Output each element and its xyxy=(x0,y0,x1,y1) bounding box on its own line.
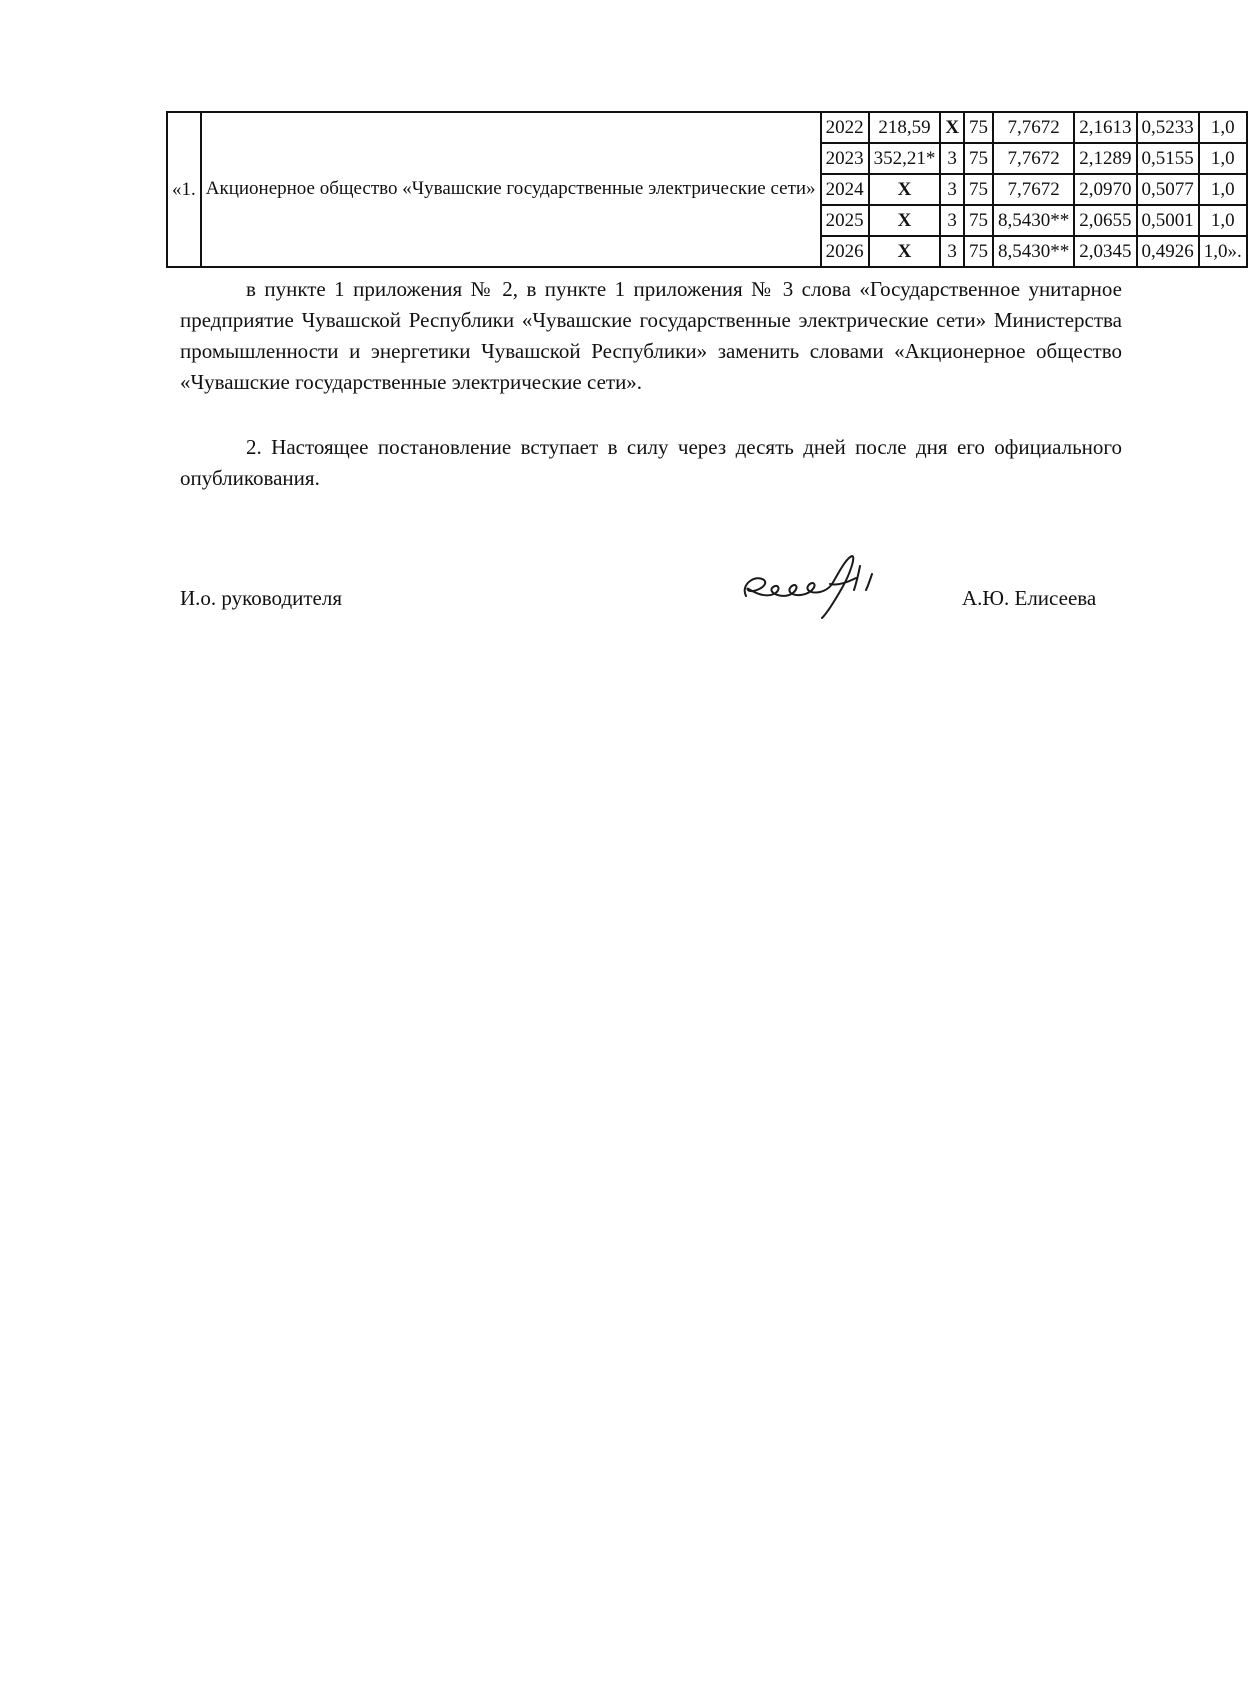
value-cell: 3 xyxy=(940,236,964,267)
year-cell: 2024 xyxy=(821,174,869,205)
tariff-table-body xyxy=(167,112,1247,267)
value-cell: 2,1289 xyxy=(1074,143,1136,174)
value-cell: 1,0». xyxy=(1199,236,1247,267)
value-cell: 3 xyxy=(940,174,964,205)
value-cell: 352,21* xyxy=(869,143,941,174)
value-cell: 75 xyxy=(964,112,993,143)
value-cell: 1,0 xyxy=(1199,112,1247,143)
value-cell: X xyxy=(940,112,964,143)
value-cell: 75 xyxy=(964,174,993,205)
value-cell: 7,7672 xyxy=(993,112,1074,143)
value-cell: 8,5430** xyxy=(993,205,1074,236)
handwritten-signature xyxy=(734,544,914,624)
value-cell: 8,5430** xyxy=(993,236,1074,267)
value-cell: 75 xyxy=(964,236,993,267)
year-cell: 2025 xyxy=(821,205,869,236)
value-cell: 1,0 xyxy=(1199,174,1247,205)
value-cell: 0,5233 xyxy=(1137,112,1199,143)
value-cell: 2,0655 xyxy=(1074,205,1136,236)
value-cell: 3 xyxy=(940,143,964,174)
value-cell: X xyxy=(869,205,941,236)
value-cell: 7,7672 xyxy=(993,143,1074,174)
value-cell: 0,5001 xyxy=(1137,205,1199,236)
amendment-paragraph: в пункте 1 приложения № 2, в пункте 1 приложения № 3 слова «Государственное унитарное предприятие Чувашской Республики «Чувашские государственные электрические сети» Министерства промышленности и энергетики Чувашской Республики» заменить словами «Акционерное общество «Чувашские государственные электрические сети». xyxy=(180,277,1122,394)
effective-date-paragraph: 2. Настоящее постановление вступает в силу через десять дней после дня его официального опубликования. xyxy=(180,435,1122,490)
year-cell: 2023 xyxy=(821,143,869,174)
value-cell: X xyxy=(869,174,941,205)
value-cell: 75 xyxy=(964,143,993,174)
value-cell: 7,7672 xyxy=(993,174,1074,205)
organization-cell: Акционерное общество «Чувашские государственные электрические сети» xyxy=(201,112,821,267)
value-cell: 2,1613 xyxy=(1074,112,1136,143)
signatory-name: А.Ю. Елисеева xyxy=(962,586,1097,610)
value-cell: 1,0 xyxy=(1199,143,1247,174)
value-cell: 2,0345 xyxy=(1074,236,1136,267)
row-number-cell: «1. xyxy=(167,112,201,267)
table-row xyxy=(167,112,1247,143)
year-cell: 2022 xyxy=(821,112,869,143)
value-cell: X xyxy=(869,236,941,267)
value-cell: 2,0970 xyxy=(1074,174,1136,205)
signatory-role: И.о. руководителя xyxy=(180,586,343,610)
value-cell: 218,59 xyxy=(869,112,941,143)
value-cell: 0,5155 xyxy=(1137,143,1199,174)
year-cell: 2026 xyxy=(821,236,869,267)
value-cell: 0,5077 xyxy=(1137,174,1199,205)
value-cell: 3 xyxy=(940,205,964,236)
value-cell: 75 xyxy=(964,205,993,236)
value-cell: 1,0 xyxy=(1199,205,1247,236)
value-cell: 0,4926 xyxy=(1137,236,1199,267)
tariff-table xyxy=(166,111,1248,268)
